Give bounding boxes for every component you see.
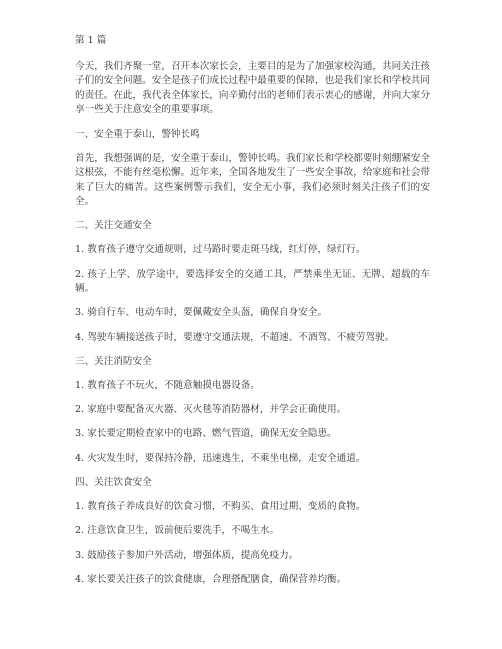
intro-paragraph: 今天，我们齐聚一堂，召开本次家长会，主要目的是为了加强家校沟通，共同关注孩子们的安全问题。安全是孩子们成长过程中最重要的保障，也是我们家长和学校共同的责任。在此，我代表全体家长，向辛勤付出的老师们表示衷心的感谢，并向大家分享一些关于注意安全的重要事项。 (75, 61, 430, 115)
section-3-item-3: 3. 家长要定期检查家中的电路、燃气管道，确保无安全隐患。 (75, 428, 337, 440)
section-3-item-1: 1. 教育孩子不玩火，不随意触摸电器设备。 (75, 379, 260, 391)
section-2-item-3: 3. 骑自行车、电动车时，要佩戴安全头盔，确保自身安全。 (75, 307, 328, 319)
section-2-item-1: 1. 教育孩子遵守交通规则，过马路时要走斑马线，红灯停，绿灯行。 (75, 244, 366, 256)
section-4-item-3: 3. 鼓励孩子参加户外活动，增强体质，提高免疫力。 (75, 549, 299, 561)
section-2-item-2: 2. 孩子上学、放学途中，要选择安全的交通工具，严禁乘坐无证、无牌、超载的车辆。 (75, 268, 430, 294)
section-4-item-1: 1. 教育孩子养成良好的饮食习惯，不购买、食用过期、变质的食物。 (75, 501, 366, 513)
document-page (75, 34, 430, 587)
document-title: 第 1 篇 (75, 35, 107, 46)
section-2-heading: 二、关注交通安全 (75, 220, 152, 232)
section-4-item-4: 4. 家长要关注孩子的饮食健康，合理搭配膳食，确保营养均衡。 (75, 573, 347, 585)
section-3-heading: 三、关注消防安全 (75, 355, 152, 367)
section-1-paragraph: 首先，我想强调的是，安全重于泰山，警钟长鸣。我们家长和学校都要时刻绷紧安全这根弦，不能有丝毫松懈。近年来，全国各地发生了一些安全事故，给家庭和社会带来了巨大的痛苦。这些案例警示我们，安全无小事，我们必须时刻关注孩子们的安全。 (75, 153, 430, 208)
section-3-item-4: 4. 火灾发生时，要保持冷静，迅速逃生，不乘坐电梯，走安全通道。 (75, 452, 366, 464)
section-1-heading: 一、安全重于泰山，警钟长鸣 (75, 129, 200, 141)
section-4-heading: 四、关注饮食安全 (75, 477, 152, 489)
section-4-item-2: 2. 注意饮食卫生，饭前便后要洗手，不喝生水。 (75, 525, 280, 537)
section-2-item-4: 4. 驾驶车辆接送孩子时，要遵守交通法规，不超速、不酒驾、不疲劳驾驶。 (75, 331, 395, 343)
section-3-item-2: 2. 家庭中要配备灭火器、灭火毯等消防器材，并学会正确使用。 (75, 404, 347, 416)
